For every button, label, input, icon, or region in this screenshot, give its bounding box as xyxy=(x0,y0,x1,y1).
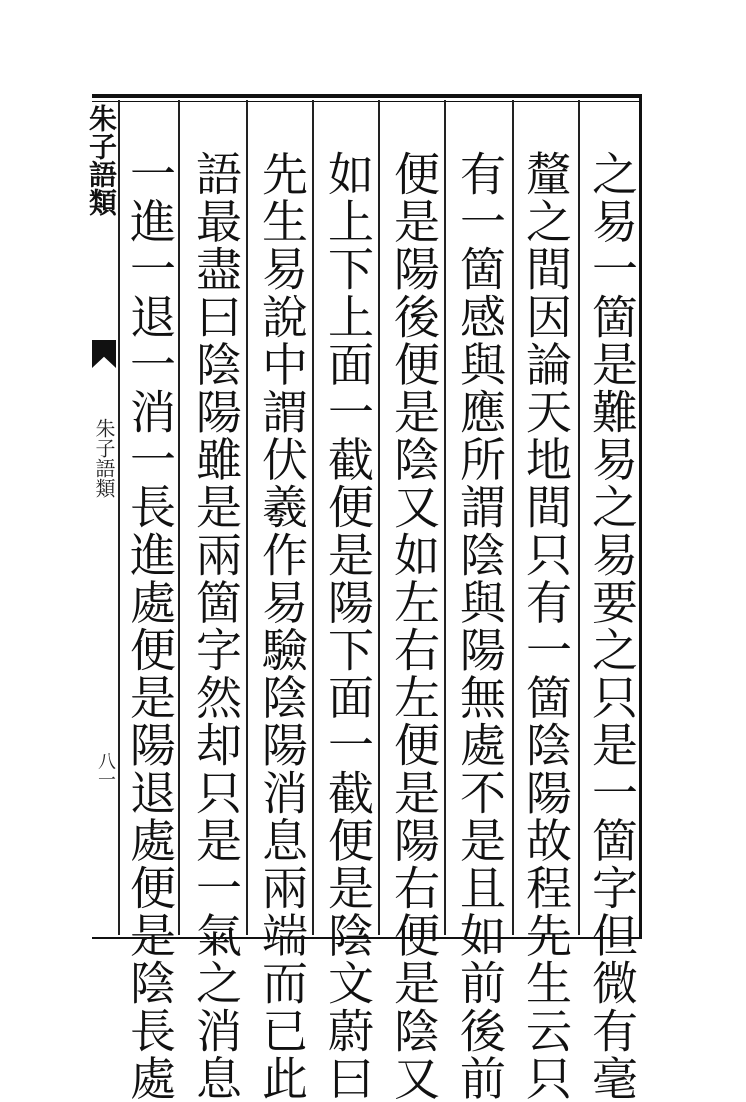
column-rule xyxy=(378,100,380,935)
text-column-1: 之易一箇是難易之易要之只是一箇字但微有毫 xyxy=(585,150,639,1102)
text-column-8: 一進一退一消一長進處便是陽退處便是陰長處 xyxy=(123,150,177,1102)
text-column-7: 語最盡曰陰陽雖是兩箇字然却只是一氣之消息 xyxy=(189,150,243,1102)
text-column-5: 如上下上面一截便是陽下面一截便是陰文蔚曰 xyxy=(321,150,375,1102)
column-rule xyxy=(118,100,120,935)
text-column-4: 便是陽後便是陰又如左右左便是陽右便是陰又 xyxy=(387,150,441,1102)
column-rule xyxy=(246,100,248,935)
text-column-6: 先生易說中謂伏羲作易驗陰陽消息兩端而已此 xyxy=(255,150,309,1102)
column-rule xyxy=(312,100,314,935)
column-rule xyxy=(512,100,514,935)
margin-subtitle: 朱子語類 xyxy=(92,418,116,498)
text-column-3: 有一箇感與應所謂陰與陽無處不是且如前後前 xyxy=(453,150,507,1102)
margin-page-number: 八一 xyxy=(95,752,116,788)
text-column-2: 釐之間因論天地間只有一箇陰陽故程先生云只 xyxy=(519,150,573,1102)
column-rule xyxy=(578,100,580,935)
column-rule xyxy=(444,100,446,935)
frame-top-rule xyxy=(92,101,642,102)
margin-title: 朱子語類 xyxy=(85,104,118,216)
margin-column xyxy=(84,100,118,935)
column-rule xyxy=(178,100,180,935)
